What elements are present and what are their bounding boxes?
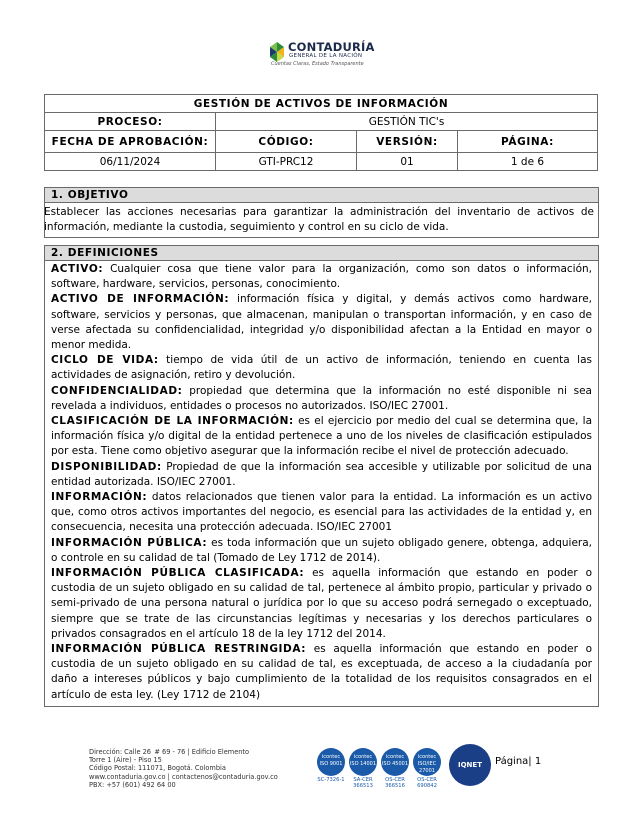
definiciones-section: [44, 245, 599, 707]
page-number: Página| 1: [495, 756, 542, 767]
address-line: Dirección: Calle 26 # 69 - 76 | Edificio Elemento: [89, 748, 250, 756]
cert-code: OS-CER 366516: [385, 777, 405, 789]
logo-mark-icon: [268, 42, 286, 62]
definition-item: [51, 536, 592, 566]
cert-seal-icon: icontec ISO 45001: [381, 748, 409, 776]
address-line: Torre 1 (Aire) - Piso 15: [89, 756, 162, 765]
cert-seal-icon: icontec ISO 9001: [317, 748, 345, 776]
website-line: www.contaduria.gov.co | contactenos@contaduria.gov.co: [89, 772, 278, 781]
definition-text: tiempo de vida útil de un activo de información, teniendo en cuenta las actividades de asignación, retiro y devolución.: [51, 354, 592, 382]
definition-term: CLASIFICACIÓN DE LA INFORMACIÓN:: [51, 415, 294, 428]
address-block: [89, 748, 278, 789]
definition-term: DISPONIBILIDAD:: [51, 460, 162, 473]
fecha-value: 06/11/2024: [45, 153, 216, 171]
definition-item: [51, 642, 592, 703]
definiciones-title: 2. DEFINICIONES: [45, 246, 598, 261]
logo-tagline: Cuentas Claras, Estado Transparente: [271, 61, 364, 67]
definiciones-body: [45, 261, 598, 706]
definition-term: ACTIVO DE INFORMACIÓN:: [51, 293, 230, 306]
definition-text: Propiedad de que la información sea accesible y utilizable por solicitud de una entidad autorizada. ISO/IEC 27001.: [51, 460, 592, 488]
address-line: Código Postal: 111071, Bogotá. Colombia: [89, 764, 226, 773]
definition-text: es el ejercicio por medio del cual se determina que, la información física y/o digital de la entidad pertenece a uno de los niveles de clasificación estipulados por esta. Tiene como objetivo asegurar que la información recibe el nivel de protección adecuado.: [51, 415, 592, 458]
cert-code: OS-CER 690842: [417, 777, 437, 789]
definition-term: INFORMACIÓN PÚBLICA CLASIFICADA:: [51, 567, 305, 580]
document-title: GESTIÓN DE ACTIVOS DE INFORMACIÓN: [45, 95, 598, 113]
definition-text: Cualquier cosa que tiene valor para la organización, como son datos o información, software, hardware, servicios, personas, conocimiento.: [51, 263, 592, 291]
definition-item: [51, 490, 592, 536]
definition-term: INFORMACIÓN:: [51, 491, 148, 504]
definition-term: INFORMACIÓN PÚBLICA RESTRINGIDA:: [51, 643, 307, 656]
definition-text: es aquella información que estando en poder o custodia de un sujeto obligado en su calidad de tal, es exceptuada, de acceso a la ciudadanía por daño a intereses públicos y bajo cumplimiento de la totalidad de los requisitos consagrados en el artículo de esta ley. (Ley 1712 de 2104): [51, 643, 593, 701]
page-footer: [89, 748, 609, 808]
definition-item: [51, 292, 592, 353]
definition-text: es aquella información que estando en poder o custodia de un sujeto obligado en su calidad de tal, pertenece al ámbito propio, particular y privado o semi-privado de una persona natural o jurídica por lo que su acceso podrá sernegado o exceptuado, siempre que se trate de las circunstancias legítimas y necesarias y los derechos particulares o privados consagrados en el artículo 18 de la ley 1712 del 2014.: [51, 567, 592, 640]
definition-term: CICLO DE VIDA:: [51, 354, 159, 367]
definition-term: INFORMACIÓN PÚBLICA:: [51, 536, 208, 549]
codigo-label: CÓDIGO:: [216, 131, 357, 153]
objetivo-text: Establecer las acciones necesarias para garantizar la administración del inventario de activos de información, mediante la custodia, seguimiento y control en su ciclo de vida.: [44, 206, 594, 234]
definition-item: [51, 384, 592, 414]
cert-code: SA-CER 366513: [353, 777, 373, 789]
definition-item: [51, 262, 592, 292]
proceso-value: GESTIÓN TIC's: [216, 113, 598, 131]
definition-text: información física y digital, y demás activos como hardware, software, servicios y personas, que almacenan, manipulan o transportan información, y en caso de verse afectada su confidencialidad, integridad y/o disponibilidad afectan a la Entidad en mayor o menor medida.: [51, 293, 592, 352]
pagina-value: 1 de 6: [458, 153, 598, 171]
codigo-value: GTI-PRC12: [216, 153, 357, 171]
certification-badge: [349, 748, 377, 789]
definition-text: datos relacionados que tienen valor para la entidad. La información es un activo que, como otros activos importantes del negocio, es esencial para las actividades de la entidad y, en consecuencia, necesita una protección adecuada. ISO/IEC 27001: [51, 491, 592, 534]
phone-line: PBX: +57 (601) 492 64 00: [89, 780, 176, 789]
cert-seal-icon: icontec ISO 14001: [349, 748, 377, 776]
version-value: 01: [357, 153, 458, 171]
definition-term: ACTIVO:: [51, 263, 104, 275]
definition-item: [51, 460, 592, 490]
definition-text: es toda información que un sujeto obligado genere, obtenga, adquiera, o controle en su calidad de tal (Tomado de Ley 1712 de 2014).: [51, 536, 593, 564]
objetivo-title: 1. OBJETIVO: [45, 188, 598, 203]
logo-sub: GENERAL DE LA NACIÓN: [289, 53, 363, 59]
certification-badge: [413, 748, 441, 789]
certification-badge: [381, 748, 409, 789]
document-header-table: [44, 94, 598, 171]
pagina-label: PÁGINA:: [458, 131, 598, 153]
version-label: VERSIÓN:: [357, 131, 458, 153]
objetivo-section: [44, 187, 599, 238]
definition-item: [51, 566, 592, 642]
definition-item: [51, 353, 592, 383]
definition-item: [51, 414, 592, 460]
contaduria-logo: [268, 40, 378, 70]
definition-term: CONFIDENCIALIDAD:: [51, 384, 183, 397]
cert-seal-icon: icontec ISO/IEC 27001: [413, 748, 441, 776]
logo-name: CONTADURÍA: [288, 40, 375, 54]
certification-badge: [317, 748, 345, 783]
iqnet-seal-icon: IQNET: [449, 744, 491, 786]
fecha-label: FECHA DE APROBACIÓN:: [45, 131, 216, 153]
proceso-label: PROCESO:: [45, 113, 216, 131]
definition-text: propiedad que determina que la información no esté disponible ni sea revelada a individuos, entidades o procesos no autorizados. ISO/IEC 27001.: [51, 384, 592, 412]
cert-code: SC-7326-1: [317, 777, 345, 783]
